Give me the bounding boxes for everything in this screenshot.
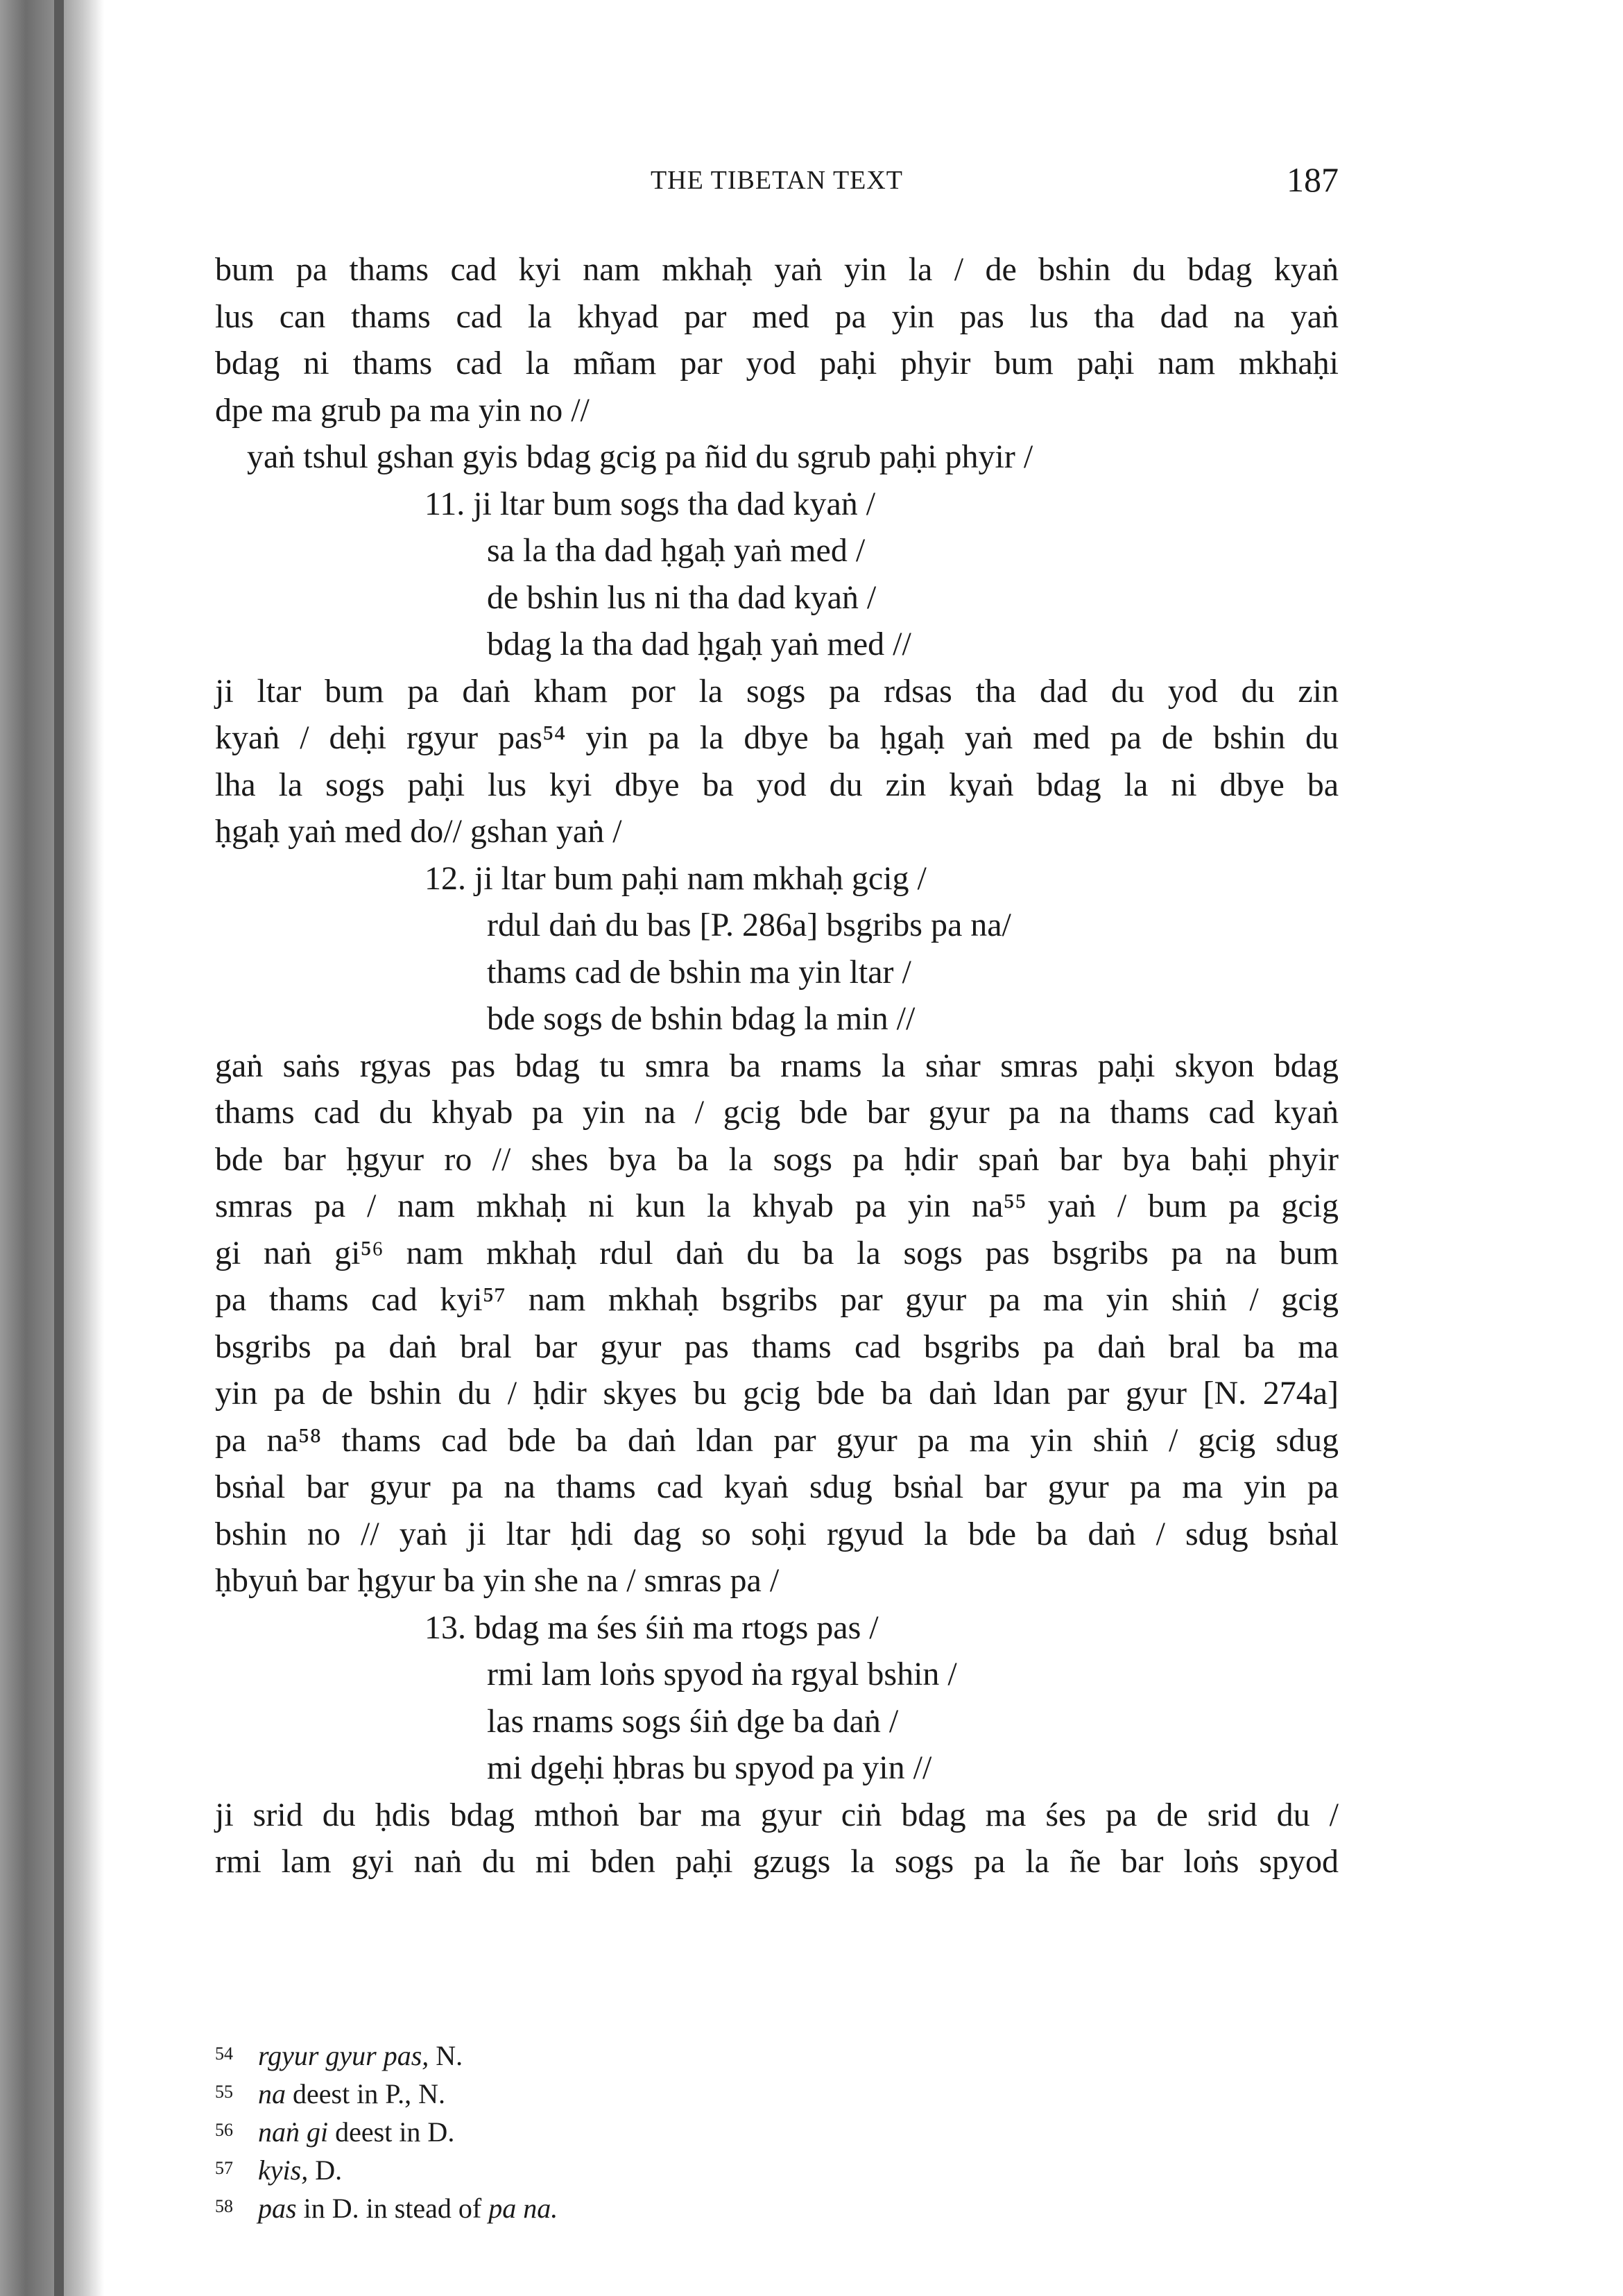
prose-line: yaṅ tshul gshan gyis bdag gcig pa ñid du sgrub paḥi phyir / — [247, 438, 1033, 475]
verse-12-line-2: rdul daṅ du bas [P. 286a] bsgribs pa na/ — [487, 907, 1011, 943]
footnote-italic: na — [258, 2078, 286, 2109]
prose-line: dpe ma grub pa ma yin no // — [215, 391, 590, 429]
scan-gutter-shadow — [0, 0, 104, 2296]
main-text — [215, 246, 1339, 1885]
prose-line: bsṅal bar gyur pa na thams cad kyaṅ sdug bsṅal bar gyur pa ma yin pa — [215, 1468, 1339, 1505]
prose-line: bshin no // yaṅ ji ltar ḥdi dag so soḥi rgyud la bde ba daṅ / sdug bsṅal — [215, 1515, 1339, 1552]
footnote-54 — [215, 2036, 1339, 2074]
footnote-57 — [215, 2150, 1339, 2188]
footnote-italic: pas — [258, 2193, 297, 2224]
prose-line: ji srid du ḥdis bdag mthoṅ bar ma gyur ciṅ bdag ma śes pa de srid du / — [215, 1796, 1339, 1833]
verse-11-line-4: bdag la tha dad ḥgaḥ yaṅ med // — [487, 626, 911, 662]
footnotes — [215, 2036, 1339, 2227]
prose-line: bdag ni thams cad la mñam par yod paḥi phyir bum paḥi nam mkhaḥi — [215, 345, 1339, 382]
page-header — [215, 160, 1339, 201]
running-head: THE TIBETAN TEXT — [650, 166, 904, 195]
prose-line: bsgribs pa daṅ bral bar gyur pas thams cad bsgribs pa daṅ bral ba ma — [215, 1328, 1339, 1365]
footnote-marker: 54 — [215, 2044, 233, 2064]
prose-line: pa na⁵⁸ thams cad bde ba daṅ ldan par gyur pa ma yin shiṅ / gcig sdug — [215, 1421, 1339, 1459]
prose-line: smras pa / nam mkhaḥ ni kun la khyab pa yin na⁵⁵ yaṅ / bum pa gcig — [215, 1188, 1339, 1224]
prose-line: bde bar ḥgyur ro // shes bya ba la sogs pa ḥdir spaṅ bar bya baḥi phyir — [215, 1140, 1339, 1178]
prose-line: lha la sogs paḥi lus kyi dbye ba yod du zin kyaṅ bdag la ni dbye ba — [215, 766, 1339, 803]
footnote-italic: pa na. — [488, 2193, 558, 2224]
footnote-text: in D. in stead of — [296, 2193, 489, 2224]
prose-line: ji ltar bum pa daṅ kham por la sogs pa rdsas tha dad du yod du zin — [215, 672, 1339, 710]
verse-13-line-1: 13. bdag ma śes śiṅ ma rtogs pas / — [424, 1609, 879, 1646]
scan-binding-edge — [54, 0, 64, 2296]
page-number: 187 — [1287, 160, 1339, 199]
prose-line: pa thams cad kyi⁵⁷ nam mkhaḥ bsgribs par gyur pa ma yin shiṅ / gcig — [215, 1281, 1339, 1318]
verse-13-line-4: mi dgeḥi ḥbras bu spyod pa yin // — [487, 1749, 932, 1786]
prose-line: ḥbyuṅ bar ḥgyur ba yin she na / smras pa / — [215, 1562, 780, 1599]
footnote-58 — [215, 2188, 1339, 2227]
prose-line: lus can thams cad la khyad par med pa yin pas lus tha dad na yaṅ — [215, 298, 1339, 335]
verse-11-line-1: 11. ji ltar bum sogs tha dad kyaṅ / — [424, 485, 876, 522]
prose-line: gi naṅ gi⁵⁶ nam mkhaḥ rdul daṅ du ba la sogs pas bsgribs pa na bum — [215, 1234, 1339, 1271]
verse-12-line-1: 12. ji ltar bum paḥi nam mkhaḥ gcig / — [424, 859, 927, 897]
prose-line: kyaṅ / deḥi rgyur pas⁵⁴ yin pa la dbye ba ḥgaḥ yaṅ med pa de bshin du — [215, 719, 1339, 756]
verse-11-line-2: sa la tha dad ḥgaḥ yaṅ med / — [487, 532, 866, 569]
footnote-text: N. — [429, 2040, 463, 2071]
footnote-marker: 55 — [215, 2082, 233, 2102]
prose-line: thams cad du khyab pa yin na / gcig bde bar gyur pa na thams cad kyaṅ — [215, 1094, 1339, 1131]
prose-line: yin pa de bshin du / ḥdir skyes bu gcig bde ba daṅ ldan par gyur [N. 274a] — [215, 1375, 1339, 1412]
footnote-italic: naṅ gi — [258, 2116, 329, 2148]
footnote-text: deest in P., N. — [286, 2078, 445, 2109]
verse-12-line-3: thams cad de bshin ma yin ltar / — [487, 953, 911, 991]
footnote-55 — [215, 2074, 1339, 2112]
prose-line: gaṅ saṅs rgyas pas bdag tu smra ba rnams la sṅar smras paḥi skyon bdag — [215, 1047, 1339, 1084]
footnote-italic: rgyur gyur pas, — [258, 2040, 429, 2071]
footnote-italic: kyis, — [258, 2154, 309, 2186]
footnote-marker: 57 — [215, 2158, 233, 2178]
prose-line: bum pa thams cad kyi nam mkhaḥ yaṅ yin la / de bshin du bdag kyaṅ — [215, 251, 1339, 288]
footnote-text: D. — [308, 2154, 343, 2186]
footnote-56 — [215, 2112, 1339, 2150]
verse-13-line-2: rmi lam loṅs spyod ṅa rgyal bshin / — [487, 1656, 957, 1693]
verse-12-line-4: bde sogs de bshin bdag la min // — [487, 1000, 916, 1037]
verse-13-line-3: las rnams sogs śiṅ dge ba daṅ / — [487, 1702, 899, 1740]
prose-line: rmi lam gyi naṅ du mi bden paḥi gzugs la sogs pa la ñe bar loṅs spyod — [215, 1843, 1339, 1880]
footnote-text: deest in D. — [328, 2116, 455, 2148]
prose-line: ḥgaḥ yaṅ med do// gshan yaṅ / — [215, 813, 622, 850]
footnote-marker: 58 — [215, 2196, 233, 2216]
footnote-marker: 56 — [215, 2120, 233, 2140]
verse-11-line-3: de bshin lus ni tha dad kyaṅ / — [487, 579, 877, 616]
